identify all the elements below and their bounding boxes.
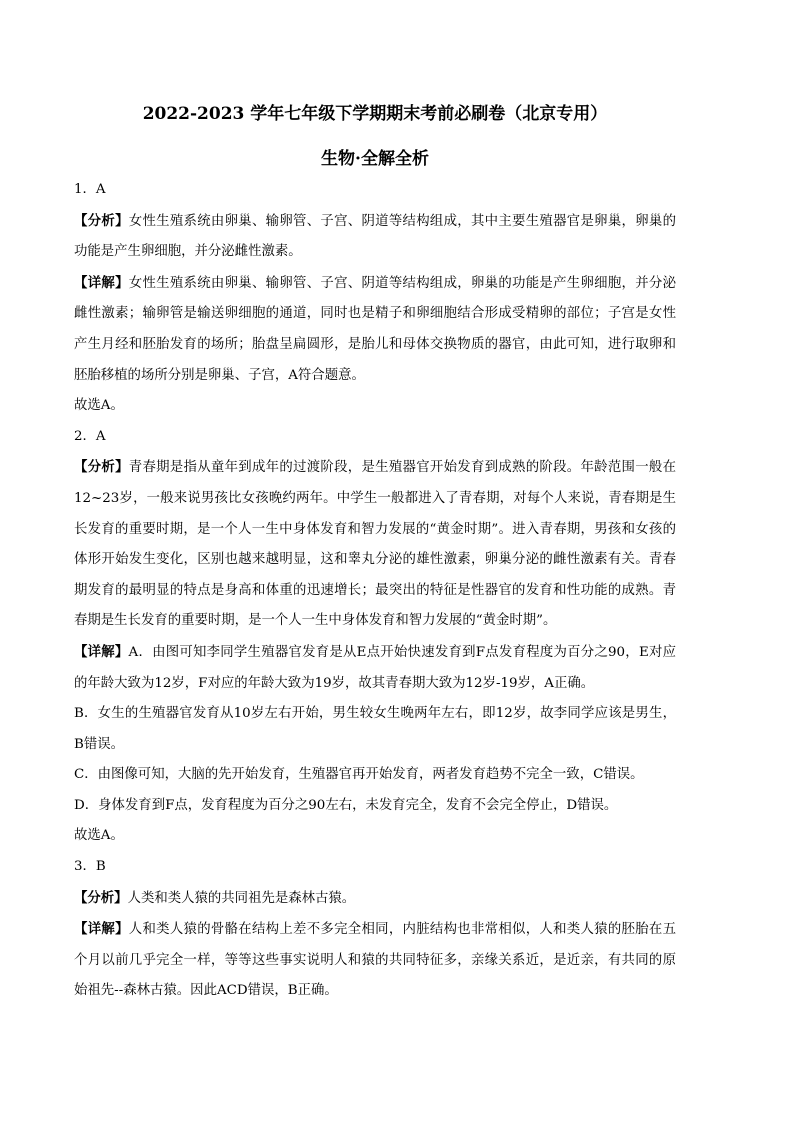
analysis-tag: 【分析】 xyxy=(74,889,128,906)
analysis-paragraph xyxy=(74,206,676,268)
analysis-tag: 【分析】 xyxy=(74,459,129,476)
conclusion: 故选A。 xyxy=(74,828,124,844)
detail-option-c: C．由图像可知，大脑的先开始发育，生殖器官再开始发育，两者发育趋势不完全一致，C错误。 xyxy=(74,767,644,783)
document-subtitle: 生物·全解全析 xyxy=(321,149,429,169)
question-3 xyxy=(74,852,676,1007)
analysis-text: 女性生殖系统由卵巢、输卵管、子宫、阴道等结构组成，其中主要生殖器官是卵巢，卵巢的功能是产生卵细胞，并分泌雌性激素。 xyxy=(74,213,677,260)
detail-option-b: B．女生的生殖器官发育从10岁左右开始，男生较女生晚两年左右，即12岁，故李同学应该是男生，B错误。 xyxy=(74,706,676,752)
detail-paragraph xyxy=(74,637,676,699)
detail-paragraph xyxy=(74,268,676,391)
detail-text: 人和类人猿的骨骼在结构上差不多完全相同，内脏结构也非常相似，人和类人猿的胚胎在五个月以前几乎完全一样，等等这些事实说明人和猿的共同特征多，亲缘关系近，是近亲，有共同的原始祖先--森林古猿。因此ACD错误，B正确。 xyxy=(74,922,677,999)
detail-text: A．由图可知李同学生殖器官发育是从E点开始快速发育到F点发育程度为百分之90，E对应的年龄大致为12岁，F对应的年龄大致为19岁，故其青春期大致为12岁-19岁，A正确。 xyxy=(74,644,676,691)
question-1 xyxy=(74,175,676,422)
analysis-paragraph xyxy=(74,452,676,637)
detail-text: 女性生殖系统由卵巢、输卵管、子宫、阴道等结构组成，卵巢的功能是产生卵细胞，并分泌雌性激素；输卵管是输送卵细胞的通道，同时也是精子和卵细胞结合形成受精卵的部位；子宫是女性产生月经和胚胎发育的场所；胎盘呈扁圆形，是胎儿和母体交换物质的器官，由此可知，进行取卵和胚胎移植的场所分别是卵巢、子宫，A符合题意。 xyxy=(74,275,677,383)
question-number: 1．A xyxy=(74,182,106,197)
question-number: 2．A xyxy=(74,428,106,444)
analysis-paragraph xyxy=(74,883,676,915)
detail-paragraph xyxy=(74,914,676,1007)
analysis-tag: 【分析】 xyxy=(74,212,129,229)
conclusion: 故选A。 xyxy=(74,398,124,414)
question-2 xyxy=(74,422,676,852)
analysis-text: 青春期是指从童年到成年的过渡阶段，是生殖器官开始发育到成熟的阶段。年龄范围一般在12~23岁，一般来说男孩比女孩晚约两年。中学生一般都进入了青春期，对每个人来说，青春期是生长发育的重要时期，是一个人一生中身体发育和智力发展的“黄金时期”。进入青春期，男孩和女孩的体形开始发生变化，区别也越来越明显，这和睾丸分泌的雄性激素，卵巢分泌的雌性激素有关。青春期发育的最明显的特点是身高和体重的迅速增长；最突出的特征是性器官的发育和性功能的成熟。青春期是生长发育的重要时期，是一个人一生中身体发育和智力发展的“黄金时期”。 xyxy=(74,460,677,629)
detail-option-d: D．身体发育到F点，发育程度为百分之90左右，未发育完全，发育不会完全停止，D错误。 xyxy=(74,797,618,813)
analysis-text: 人类和类人猿的共同祖先是森林古猿。 xyxy=(127,890,356,906)
detail-tag: 【详解】 xyxy=(74,274,129,291)
detail-tag: 【详解】 xyxy=(74,643,129,660)
document-title: 2022-2023 学年七年级下学期期末考前必刷卷（北京专用） xyxy=(142,104,608,124)
detail-tag: 【详解】 xyxy=(74,921,129,938)
question-number: 3．B xyxy=(74,859,106,875)
